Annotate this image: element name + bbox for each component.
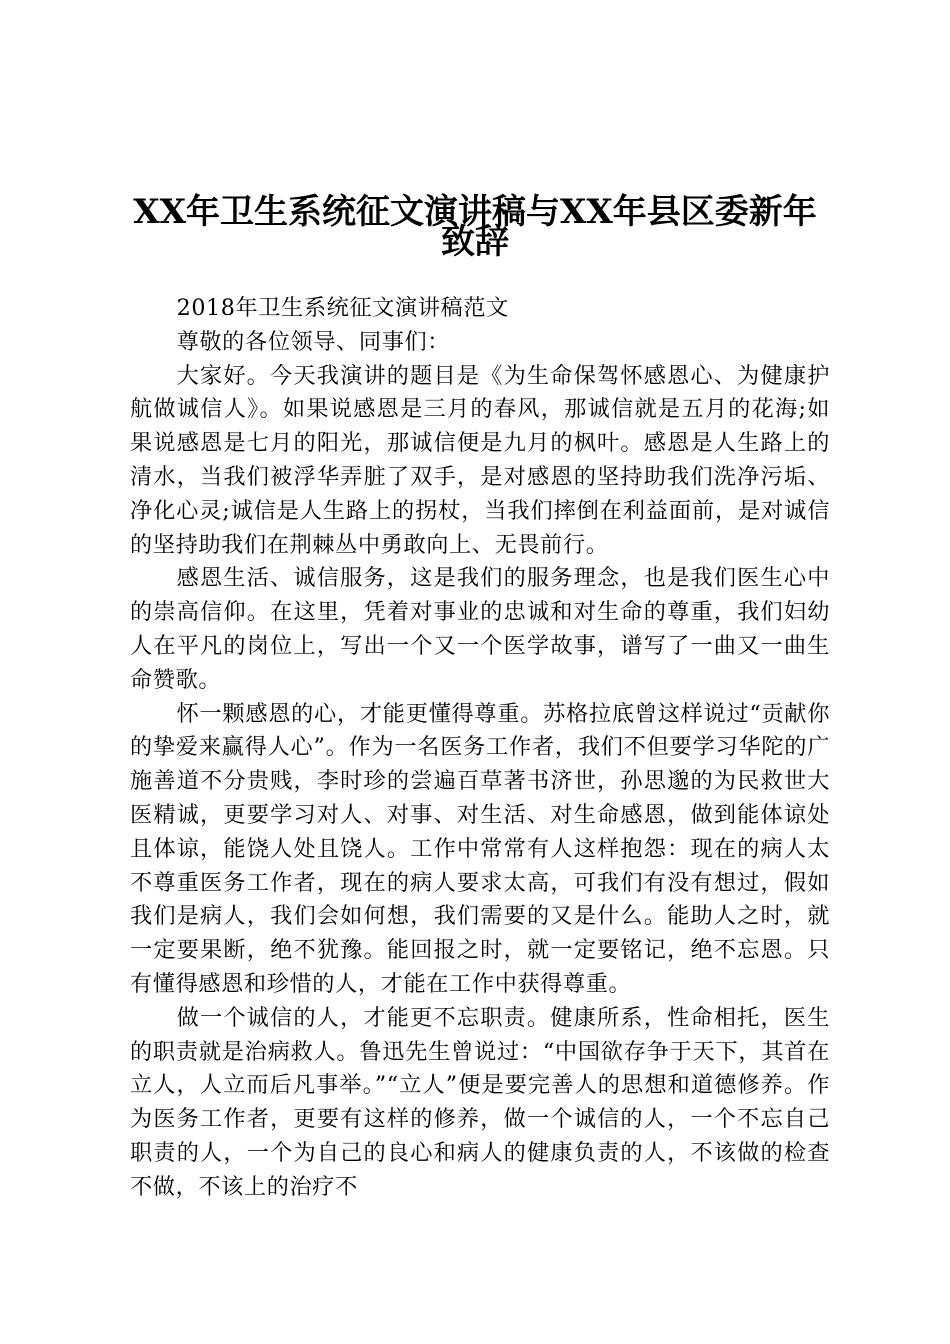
body-paragraph: 大家好。今天我演讲的题目是《为生命保驾怀感恩心、为健康护航做诚信人》。如果说感恩是三月的春风，那诚信就是五月的花海;如果说感恩是七月的阳光，那诚信便是九月的枫叶。感恩是人生路上的清水，当我们被浮华弄脏了双手，是对感恩的坚持助我们洗净污垢、净化心灵;诚信是人生路上的拐杖，当我们摔倒在利益面前，是对诚信的坚持助我们在荆棘丛中勇敢向上、无畏前行。 [130,362,830,558]
body-paragraph: 怀一颗感恩的心，才能更懂得尊重。苏格拉底曾这样说过“贡献你的挚爱来赢得人心”。作为一名医务工作者，我们不但要学习华陀的广施善道不分贵贱，李时珍的尝遍百草著书济世，孙思邈的为民救世大医精诚，更要学习对人、对事、对生活、对生命感恩，做到能体谅处且体谅，能饶人处且饶人。工作中常常有人这样抱怨：现在的病人太不尊重医务工作者，现在的病人要求太高，可我们有没有想过，假如我们是病人，我们会如何想，我们需要的又是什么。能助人之时，就一定要果断，绝不犹豫。能回报之时，就一定要铭记，绝不忘恩。只有懂得感恩和珍惜的人，才能在工作中获得尊重。 [130,700,830,997]
salutation-paragraph: 尊敬的各位领导、同事们： [176,328,451,355]
document-body [130,292,830,1205]
body-paragraph: 感恩生活、诚信服务，这是我们的服务理念，也是我们医生心中的崇高信仰。在这里，凭着对事业的忠诚和对生命的尊重，我们妇幼人在平凡的岗位上，写出一个又一个医学故事，谱写了一曲又一曲生命赞歌。 [130,565,830,693]
document-title-line-1: XX年卫生系统征文演讲稿与XX年县区委新年 [133,192,817,232]
subtitle-paragraph: 2018年卫生系统征文演讲稿范文 [176,295,509,321]
body-paragraph: 做一个诚信的人，才能更不忘职责。健康所系，性命相托，医生的职责就是治病救人。鲁迅先生曾说过：“中国欲存争于天下，其首在立人，人立而后凡事举。”“立人”便是要完善人的思想和道德修养。作为医务工作者，更要有这样的修养，做一个诚信的人，一个不忘自己职责的人，一个为自己的良心和病人的健康负责的人，不该做的检查不做，不该上的治疗不 [130,1004,830,1200]
document-title-line-2: 致辞 [441,222,509,262]
